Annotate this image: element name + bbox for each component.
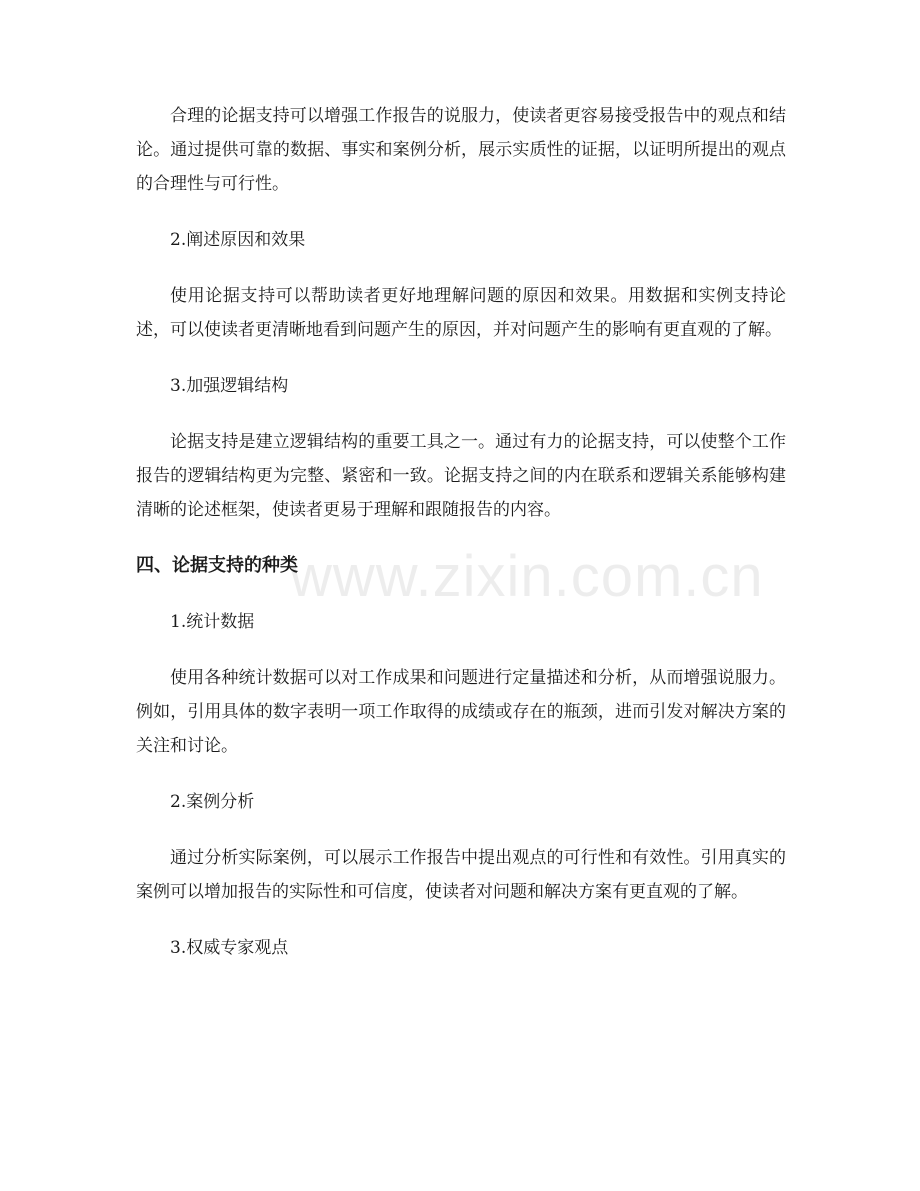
paragraph-persuasiveness: 合理的论据支持可以增强工作报告的说服力，使读者更容易接受报告中的观点和结论。通过提供可靠的数据、事实和案例分析，展示实质性的证据，以证明所提出的观点的合理性与可行性。 — [136, 106, 786, 194]
paragraph-logic-structure: 论据支持是建立逻辑结构的重要工具之一。通过有力的论据支持，可以使整个工作报告的逻辑结构更为完整、紧密和一致。论据支持之间的内在联系和逻辑关系能够构建清晰的论述框架，使读者更易于理解和跟随报告的内容。 — [136, 432, 786, 520]
watermark: www.zixin.com.cn — [290, 544, 764, 609]
subheading-cause-effect: 2.阐述原因和效果 — [170, 230, 306, 250]
subheading-expert-opinion: 3.权威专家观点 — [170, 938, 289, 958]
subheading-logic-structure: 3.加强逻辑结构 — [170, 376, 289, 396]
document-body — [136, 99, 786, 987]
section-heading-types: 四、论据支持的种类 — [136, 555, 298, 576]
paragraph-statistics: 使用各种统计数据可以对工作成果和问题进行定量描述和分析，从而增强说服力。例如，引用具体的数字表明一项工作取得的成绩或存在的瓶颈，进而引发对解决方案的关注和讨论。 — [136, 668, 786, 756]
subheading-case-analysis: 2.案例分析 — [170, 792, 255, 812]
subheading-statistics: 1.统计数据 — [170, 612, 255, 632]
paragraph-cause-effect: 使用论据支持可以帮助读者更好地理解问题的原因和效果。用数据和实例支持论述，可以使读者更清晰地看到问题产生的原因，并对问题产生的影响有更直观的了解。 — [136, 286, 786, 340]
paragraph-case-analysis: 通过分析实际案例，可以展示工作报告中提出观点的可行性和有效性。引用真实的案例可以增加报告的实际性和可信度，使读者对问题和解决方案有更直观的了解。 — [136, 848, 786, 902]
